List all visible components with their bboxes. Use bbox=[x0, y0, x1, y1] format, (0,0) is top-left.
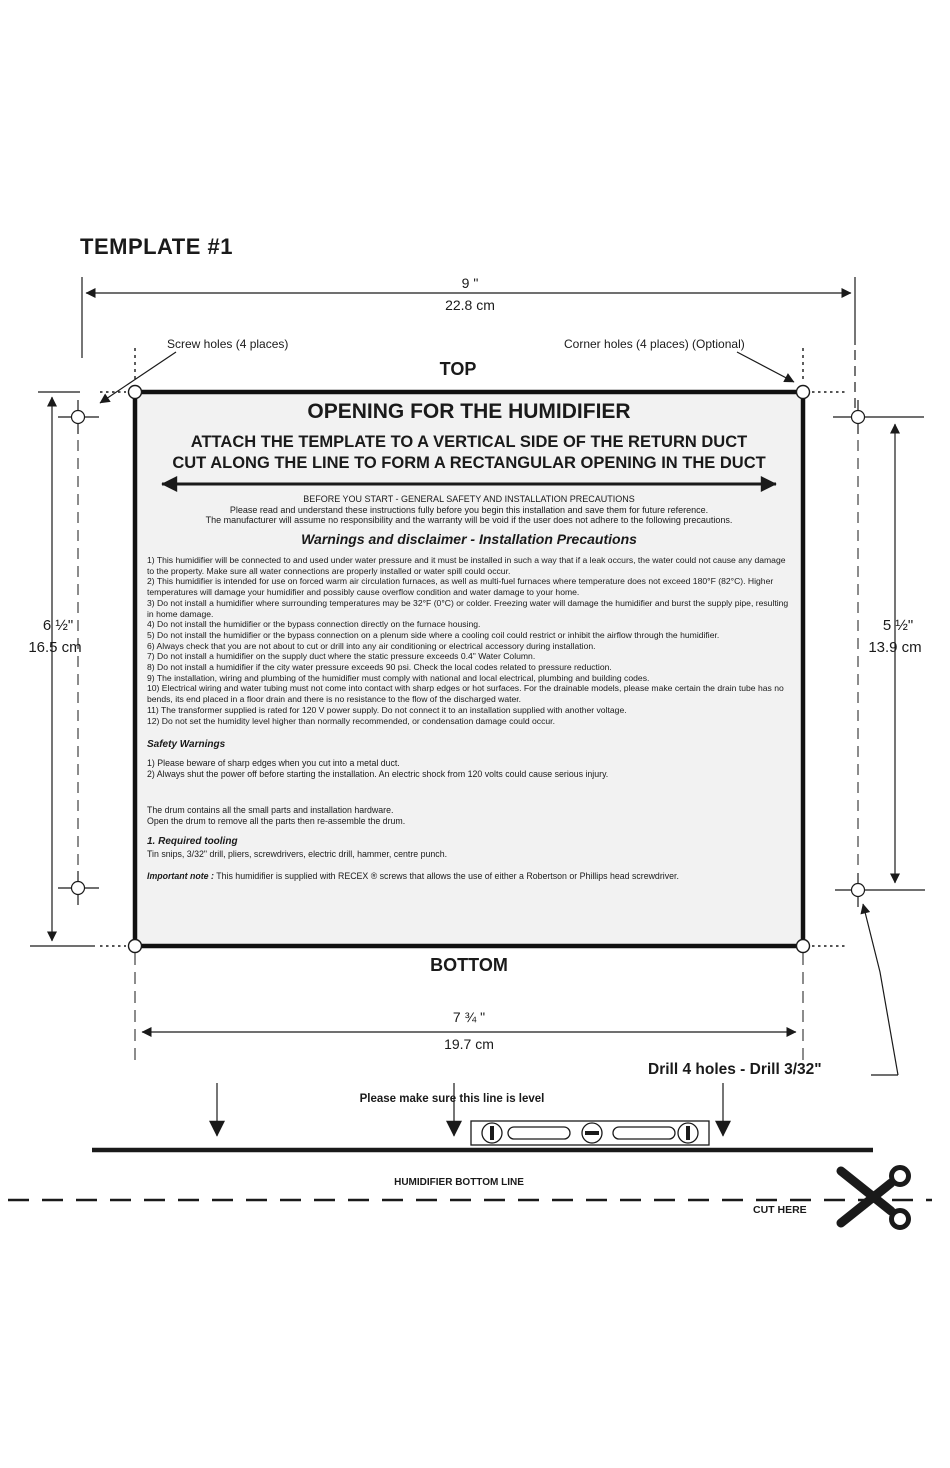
list-item: 8) Do not install a humidifier if the city water pressure exceeds 90 psi. Check the local codes related to pressure reduction. bbox=[147, 662, 612, 673]
intro-line: Please read and understand these instructions fully before you begin this installation and save them for future reference. bbox=[229, 504, 709, 515]
list-item: 1) This humidifier will be connected to and used under water pressure and it must be installed in such a way that if a leak occurs, the water could not cause any damage to the property. Make sure all water connections are properly installed or water spill could occur. bbox=[147, 555, 786, 576]
before-you-start bbox=[137, 494, 801, 526]
warnings-list bbox=[137, 555, 801, 726]
intro-line: The manufacturer will assume no responsibility and the warranty will be void if the user does not adhere to the following precautions. bbox=[205, 515, 733, 526]
dim-left-inches: 6 ½" bbox=[42, 617, 74, 634]
screw-holes-label: Screw holes (4 places) bbox=[167, 337, 289, 351]
box-heading: OPENING FOR THE HUMIDIFIER bbox=[307, 400, 631, 423]
list-item: 2) Always shut the power off before starting the installation. An electric shock from 120 volts could cause serious injury. bbox=[147, 769, 609, 779]
box-subheading-2: CUT ALONG THE LINE TO FORM A RECTANGULAR OPENING IN THE DUCT bbox=[172, 454, 766, 472]
level-note-label: Please make sure this line is level bbox=[359, 1093, 545, 1105]
dim-right-cm: 13.9 cm bbox=[868, 639, 922, 656]
list-item: 7) Do not install a humidifier on the supply duct where the static pressure exceeds 0.4" Water Column. bbox=[147, 651, 536, 662]
safety-warnings-title: Safety Warnings bbox=[147, 739, 226, 750]
list-item: 1) Please beware of sharp edges when you cut into a metal duct. bbox=[147, 758, 400, 768]
drill-holes-label: Drill 4 holes - Drill 3/32" bbox=[648, 1061, 822, 1078]
scissors-icon bbox=[841, 1168, 909, 1228]
list-item: 2) This humidifier is intended for use on forced warm air circulation furnaces, as well as multi-fuel furnaces where temperature does not exceed 180°F (82°C). Higher temperatures will damage your humidifier and possibly cause overflow condition and water damage to your home. bbox=[147, 576, 774, 598]
list-item: 5) Do not install the humidifier or the bypass connection on a plenum side where a cooling coil could restrict or inhibit the airflow through the humidifier. bbox=[147, 629, 720, 640]
important-note bbox=[137, 871, 811, 881]
list-item: 4) Do not install the humidifier or the bypass connection directly on the furnace housing. bbox=[147, 619, 481, 630]
box-subheading-1: ATTACH THE TEMPLATE TO A VERTICAL SIDE OF THE RETURN DUCT bbox=[190, 433, 748, 451]
leader-drill-holes bbox=[863, 904, 898, 1075]
list-item: 6) Always check that you are not about to cut or drill into any air conditioning or electrical accessory during installation. bbox=[147, 640, 596, 651]
list-item: 11) The transformer supplied is rated for 120 V power supply. Do not connect it to an installation supplied with another voltage. bbox=[147, 704, 627, 715]
cut-here-label: CUT HERE bbox=[753, 1204, 807, 1216]
corner-holes-label: Corner holes (4 places) (Optional) bbox=[564, 337, 745, 351]
drum-note-line: The drum contains all the small parts and installation hardware. bbox=[147, 805, 394, 815]
before-you-start-title: BEFORE YOU START - GENERAL SAFETY AND INSTALLATION PRECAUTIONS bbox=[303, 494, 635, 504]
dim-top-cm: 22.8 cm bbox=[445, 297, 495, 313]
dim-bottom-cm: 19.7 cm bbox=[444, 1036, 494, 1052]
safety-warnings-list bbox=[137, 758, 811, 780]
dim-left-cm: 16.5 cm bbox=[28, 639, 82, 656]
tooling-title: 1. Required tooling bbox=[147, 836, 238, 847]
dim-bottom-inches: 7 ¾ " bbox=[452, 1009, 486, 1025]
list-item: 9) The installation, wiring and plumbing of the humidifier must comply with national and local electrical, plumbing and building codes. bbox=[147, 672, 650, 683]
warnings-title: Warnings and disclaimer - Installation Precautions bbox=[301, 531, 637, 547]
dim-right-inches: 5 ½" bbox=[882, 617, 914, 634]
page-title: TEMPLATE #1 bbox=[80, 234, 234, 259]
bottom-label: BOTTOM bbox=[430, 955, 508, 975]
important-note-text: This humidifier is supplied with RECEX ® screws that allows the use of either a Robertson or Phillips head screwdriver. bbox=[213, 871, 679, 881]
humidifier-bottom-line-label: HUMIDIFIER BOTTOM LINE bbox=[394, 1177, 524, 1188]
dim-top-inches: 9 " bbox=[461, 275, 479, 291]
drum-note bbox=[137, 805, 811, 827]
list-item: 3) Do not install a humidifier where surrounding temperatures may be 32°F (0°C) or colder. Freezing water will damage the humidifier and burst the supply pipe, resulting in home damage. bbox=[147, 597, 789, 619]
drum-note-line: Open the drum to remove all the parts then re-assemble the drum. bbox=[147, 816, 406, 826]
list-item: 12) Do not set the humidity level higher than normally recommended, or condensation damage could occur. bbox=[147, 715, 555, 726]
list-item: 10) Electrical wiring and water tubing must not come into contact with sharp edges or hot surfaces. For the drainable models, please make certain the drain tube has no bends, its end placed in a floor drain and there is no resistance to the flow of the discharged water. bbox=[147, 683, 784, 705]
spirit-level-icon bbox=[471, 1121, 709, 1145]
important-note-label: Important note : bbox=[147, 871, 214, 881]
leader-corner-holes bbox=[737, 352, 794, 382]
tooling-text: Tin snips, 3/32" drill, pliers, screwdrivers, electric drill, hammer, centre punch. bbox=[147, 849, 448, 859]
top-label: TOP bbox=[439, 359, 477, 379]
dimension-left-height bbox=[30, 392, 95, 946]
